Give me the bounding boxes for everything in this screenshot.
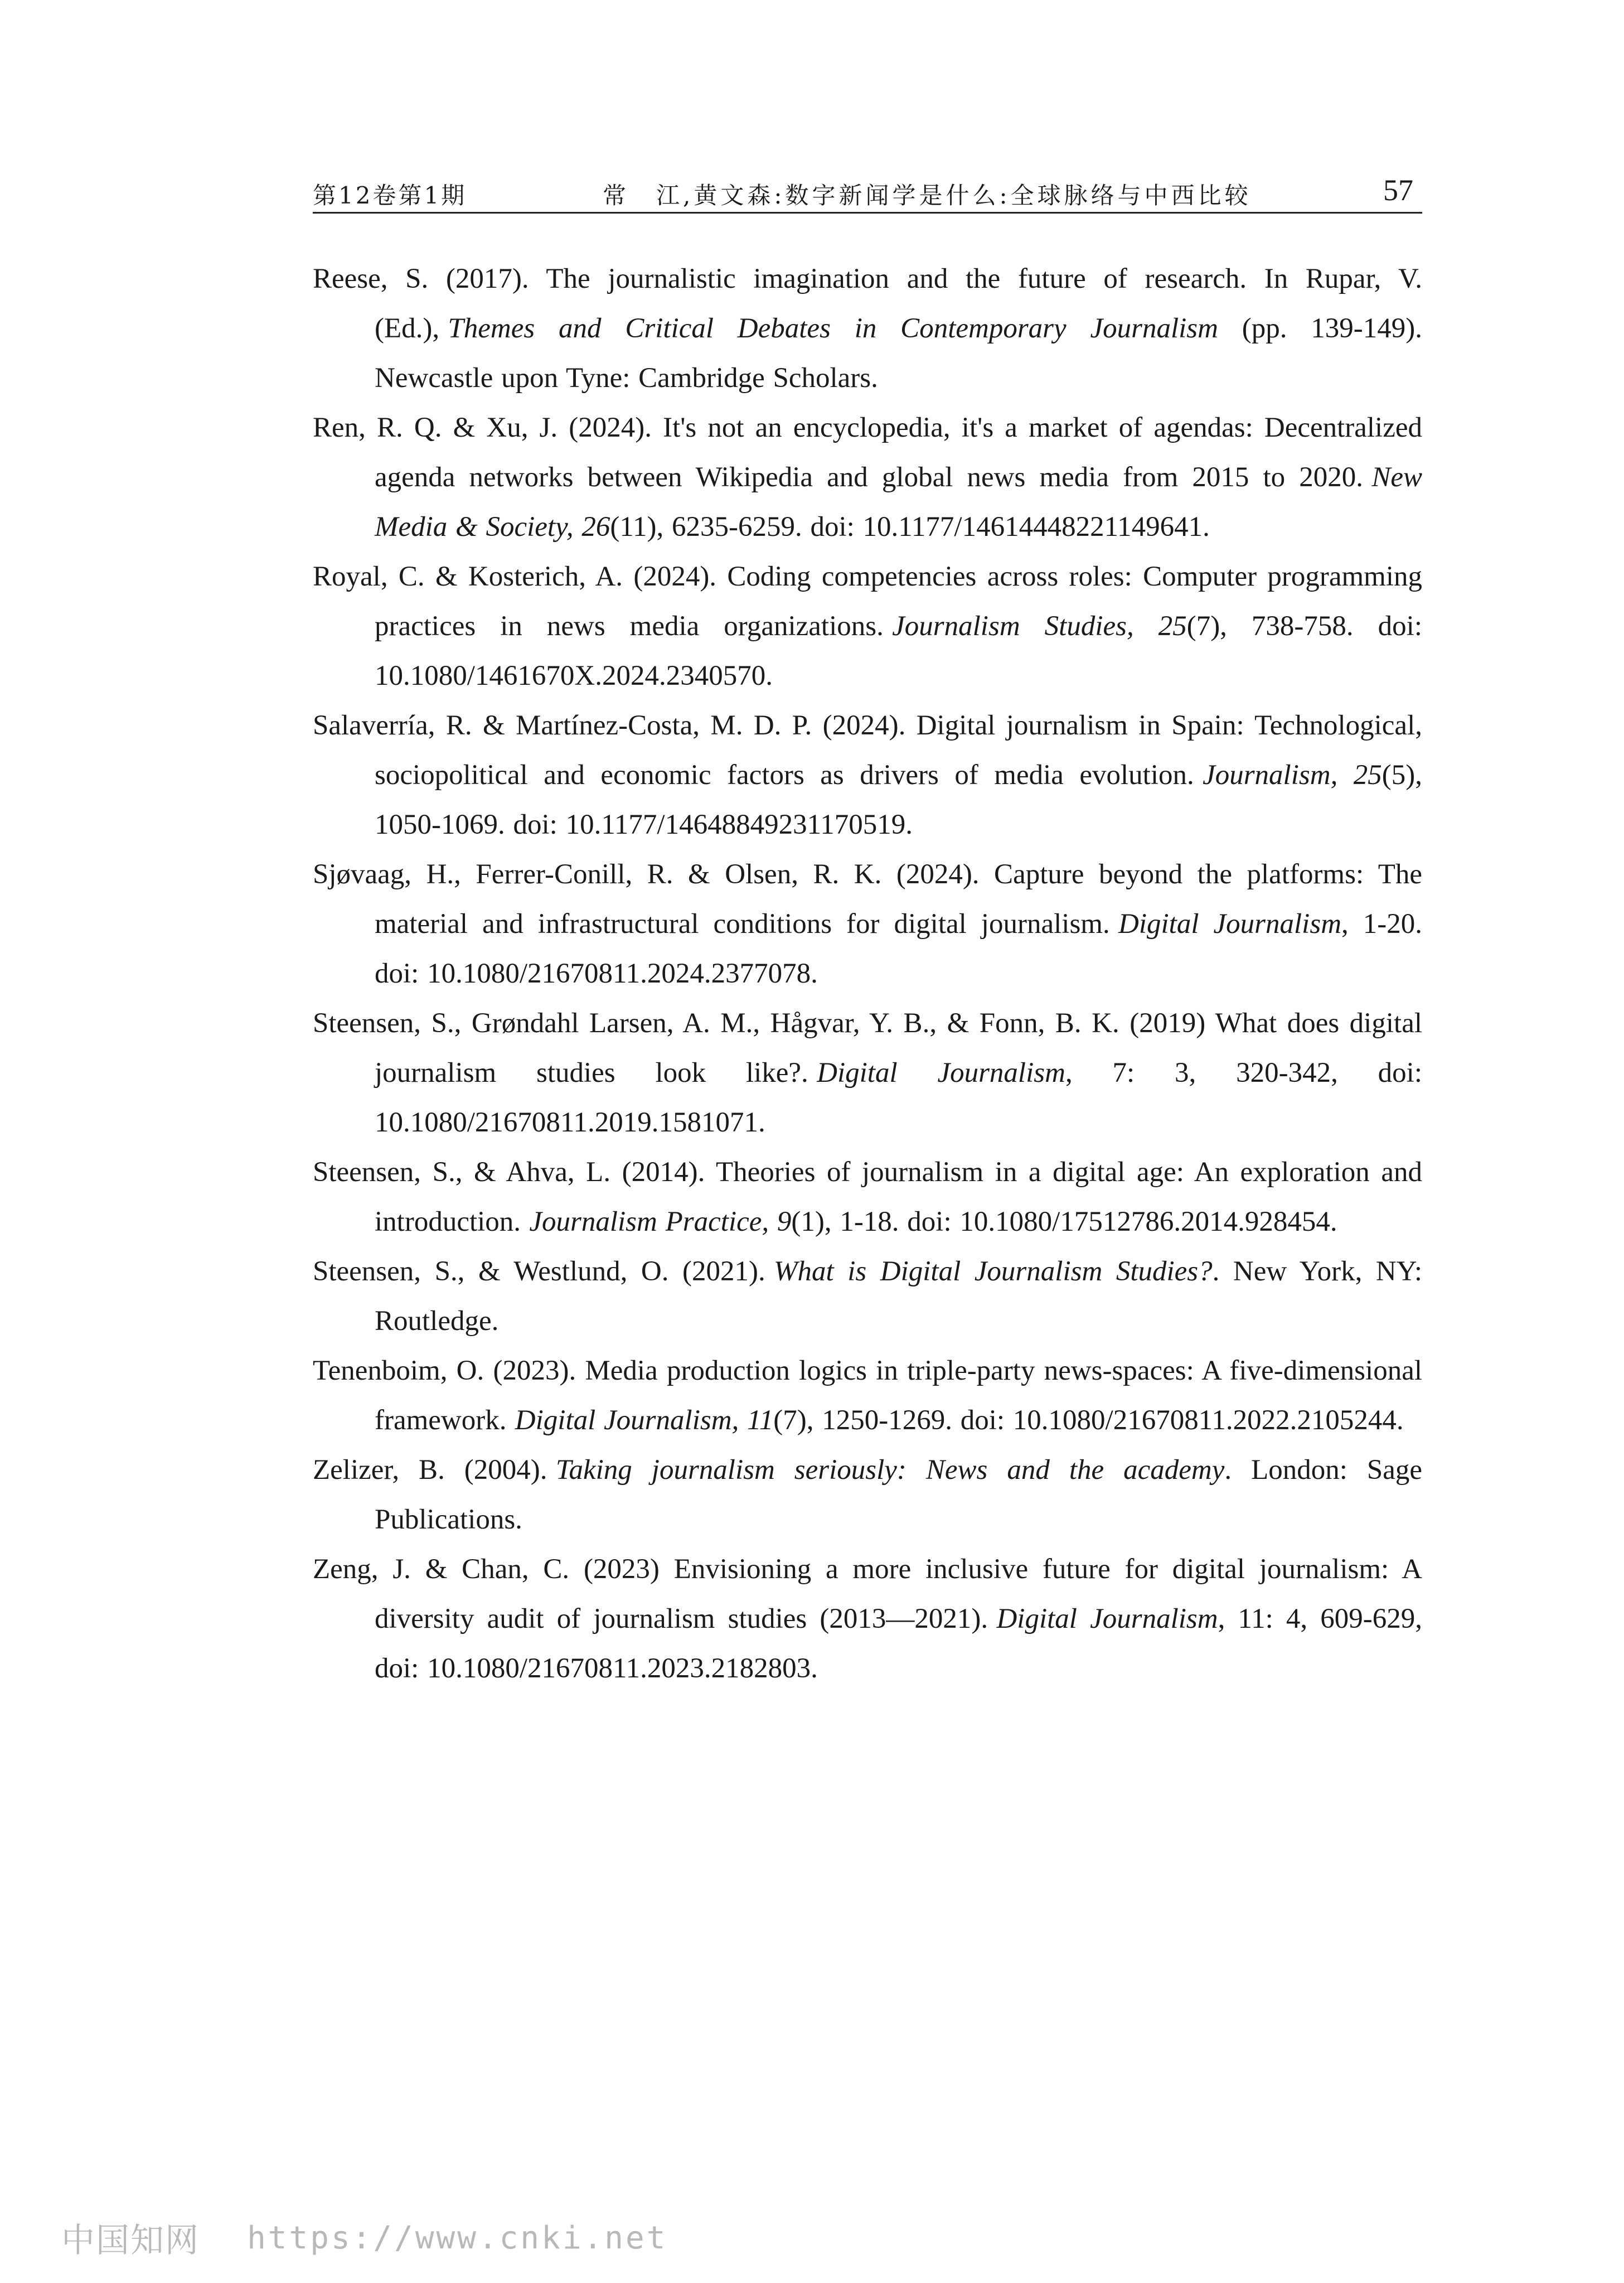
reference-source: Digital Journalism — [1118, 908, 1342, 940]
reference-source: New Media & Society, 26 — [375, 462, 1422, 543]
reference-citation: Salaverría, R. & Martínez-Costa, M. D. P. (2024). Digital journalism in Spain: Technological, sociopolitical and economic factors as drivers of media evolution. — [313, 710, 1422, 791]
reference-item — [313, 701, 1422, 850]
cnki-url[interactable]: https://www.cnki.net — [247, 2219, 668, 2256]
header-rule — [313, 212, 1422, 214]
reference-source: Themes and Critical Debates in Contemporary Journalism — [448, 313, 1218, 344]
reference-tail: (pp. 139-149). Newcastle upon Tyne: Cambridge Scholars. — [375, 313, 1423, 394]
reference-tail: , 1-20. doi: 10.1080/21670811.2024.2377078. — [375, 908, 1423, 989]
reference-tail: (5), 1050-1069. doi: 10.1177/14648849231170519. — [375, 760, 1422, 840]
reference-tail: (7), 738-758. doi: 10.1080/1461670X.2024.2340570. — [375, 611, 1422, 691]
reference-citation: Royal, C. & Kosterich, A. (2024). Coding competencies across roles: Computer programming practices in news media organizations. — [313, 561, 1422, 642]
reference-citation: Tenenboim, O. (2023). Media production logics in triple-party news-spaces: A five-dimensional framework. — [313, 1355, 1422, 1436]
reference-item — [313, 1148, 1422, 1247]
reference-citation: Steensen, S., Grøndahl Larsen, A. M., Hågvar, Y. B., & Fonn, B. K. (2019) What does digital journalism studies look like?. — [313, 1008, 1422, 1089]
reference-item — [313, 1247, 1422, 1346]
cnki-logo: 中国知网 — [61, 2221, 200, 2260]
reference-tail: . London: Sage Publications. — [375, 1454, 1422, 1535]
reference-citation: Zelizer, B. (2004). — [313, 1454, 547, 1486]
reference-citation: Steensen, S., & Ahva, L. (2014). Theories of journalism in a digital age: An exploration and introduction. — [313, 1157, 1422, 1237]
reference-item — [313, 1545, 1422, 1694]
reference-citation: Sjøvaag, H., Ferrer-Conill, R. & Olsen, R. K. (2024). Capture beyond the platforms: The material and infrastructural conditions for digital journalism. — [313, 859, 1422, 940]
running-title: 常 江,黄文森:数字新闻学是什么:全球脉络与中西比较 — [603, 182, 1252, 209]
reference-tail: (7), 1250-1269. doi: 10.1080/21670811.2022.2105244. — [773, 1405, 1404, 1436]
reference-citation: Zeng, J. & Chan, C. (2023) Envisioning a more inclusive future for digital journalism: A diversity audit of journalism studies (2013—2021). — [313, 1554, 1422, 1634]
reference-source: Digital Journalism — [996, 1603, 1218, 1634]
reference-tail: , 11: 4, 609-629, doi: 10.1080/21670811.2023.2182803. — [375, 1603, 1423, 1684]
reference-tail: . New York, NY: Routledge. — [375, 1256, 1423, 1337]
reference-item — [313, 1346, 1422, 1445]
issue-label: 第12卷第1期 — [313, 182, 467, 209]
reference-item — [313, 552, 1422, 701]
reference-tail: (1), 1-18. doi: 10.1080/17512786.2014.928454. — [791, 1206, 1337, 1237]
reference-source: What is Digital Journalism Studies? — [774, 1256, 1213, 1287]
reference-list — [313, 254, 1422, 1694]
page-number: 57 — [1383, 173, 1413, 207]
reference-item — [313, 850, 1422, 999]
watermark-footer — [61, 2214, 667, 2264]
running-header — [313, 172, 1422, 216]
reference-source: Journalism Studies, 25 — [892, 611, 1187, 642]
reference-source: Taking journalism seriously: News and the academy — [555, 1454, 1225, 1486]
reference-citation: Ren, R. Q. & Xu, J. (2024). It's not an encyclopedia, it's a market of agendas: Decentralized agenda networks between Wikipedia and global news media from 2015 to 2020. — [313, 412, 1422, 493]
reference-citation: Reese, S. (2017). The journalistic imagination and the future of research. In Rupar, V. (Ed.), — [313, 263, 1422, 344]
reference-source: Journalism Practice, 9 — [529, 1206, 792, 1237]
reference-source: Digital Journalism — [817, 1057, 1065, 1089]
reference-item — [313, 999, 1422, 1148]
reference-citation: Steensen, S., & Westlund, O. (2021). — [313, 1256, 765, 1287]
reference-source: Journalism, 25 — [1203, 760, 1382, 791]
reference-tail: , 7: 3, 320-342, doi: 10.1080/21670811.2019.1581071. — [375, 1057, 1422, 1138]
reference-item — [313, 1445, 1422, 1545]
reference-item — [313, 254, 1422, 403]
reference-item — [313, 403, 1422, 552]
reference-tail: (11), 6235-6259. doi: 10.1177/14614448221149641. — [610, 511, 1210, 543]
reference-source: Digital Journalism, 11 — [515, 1405, 774, 1436]
